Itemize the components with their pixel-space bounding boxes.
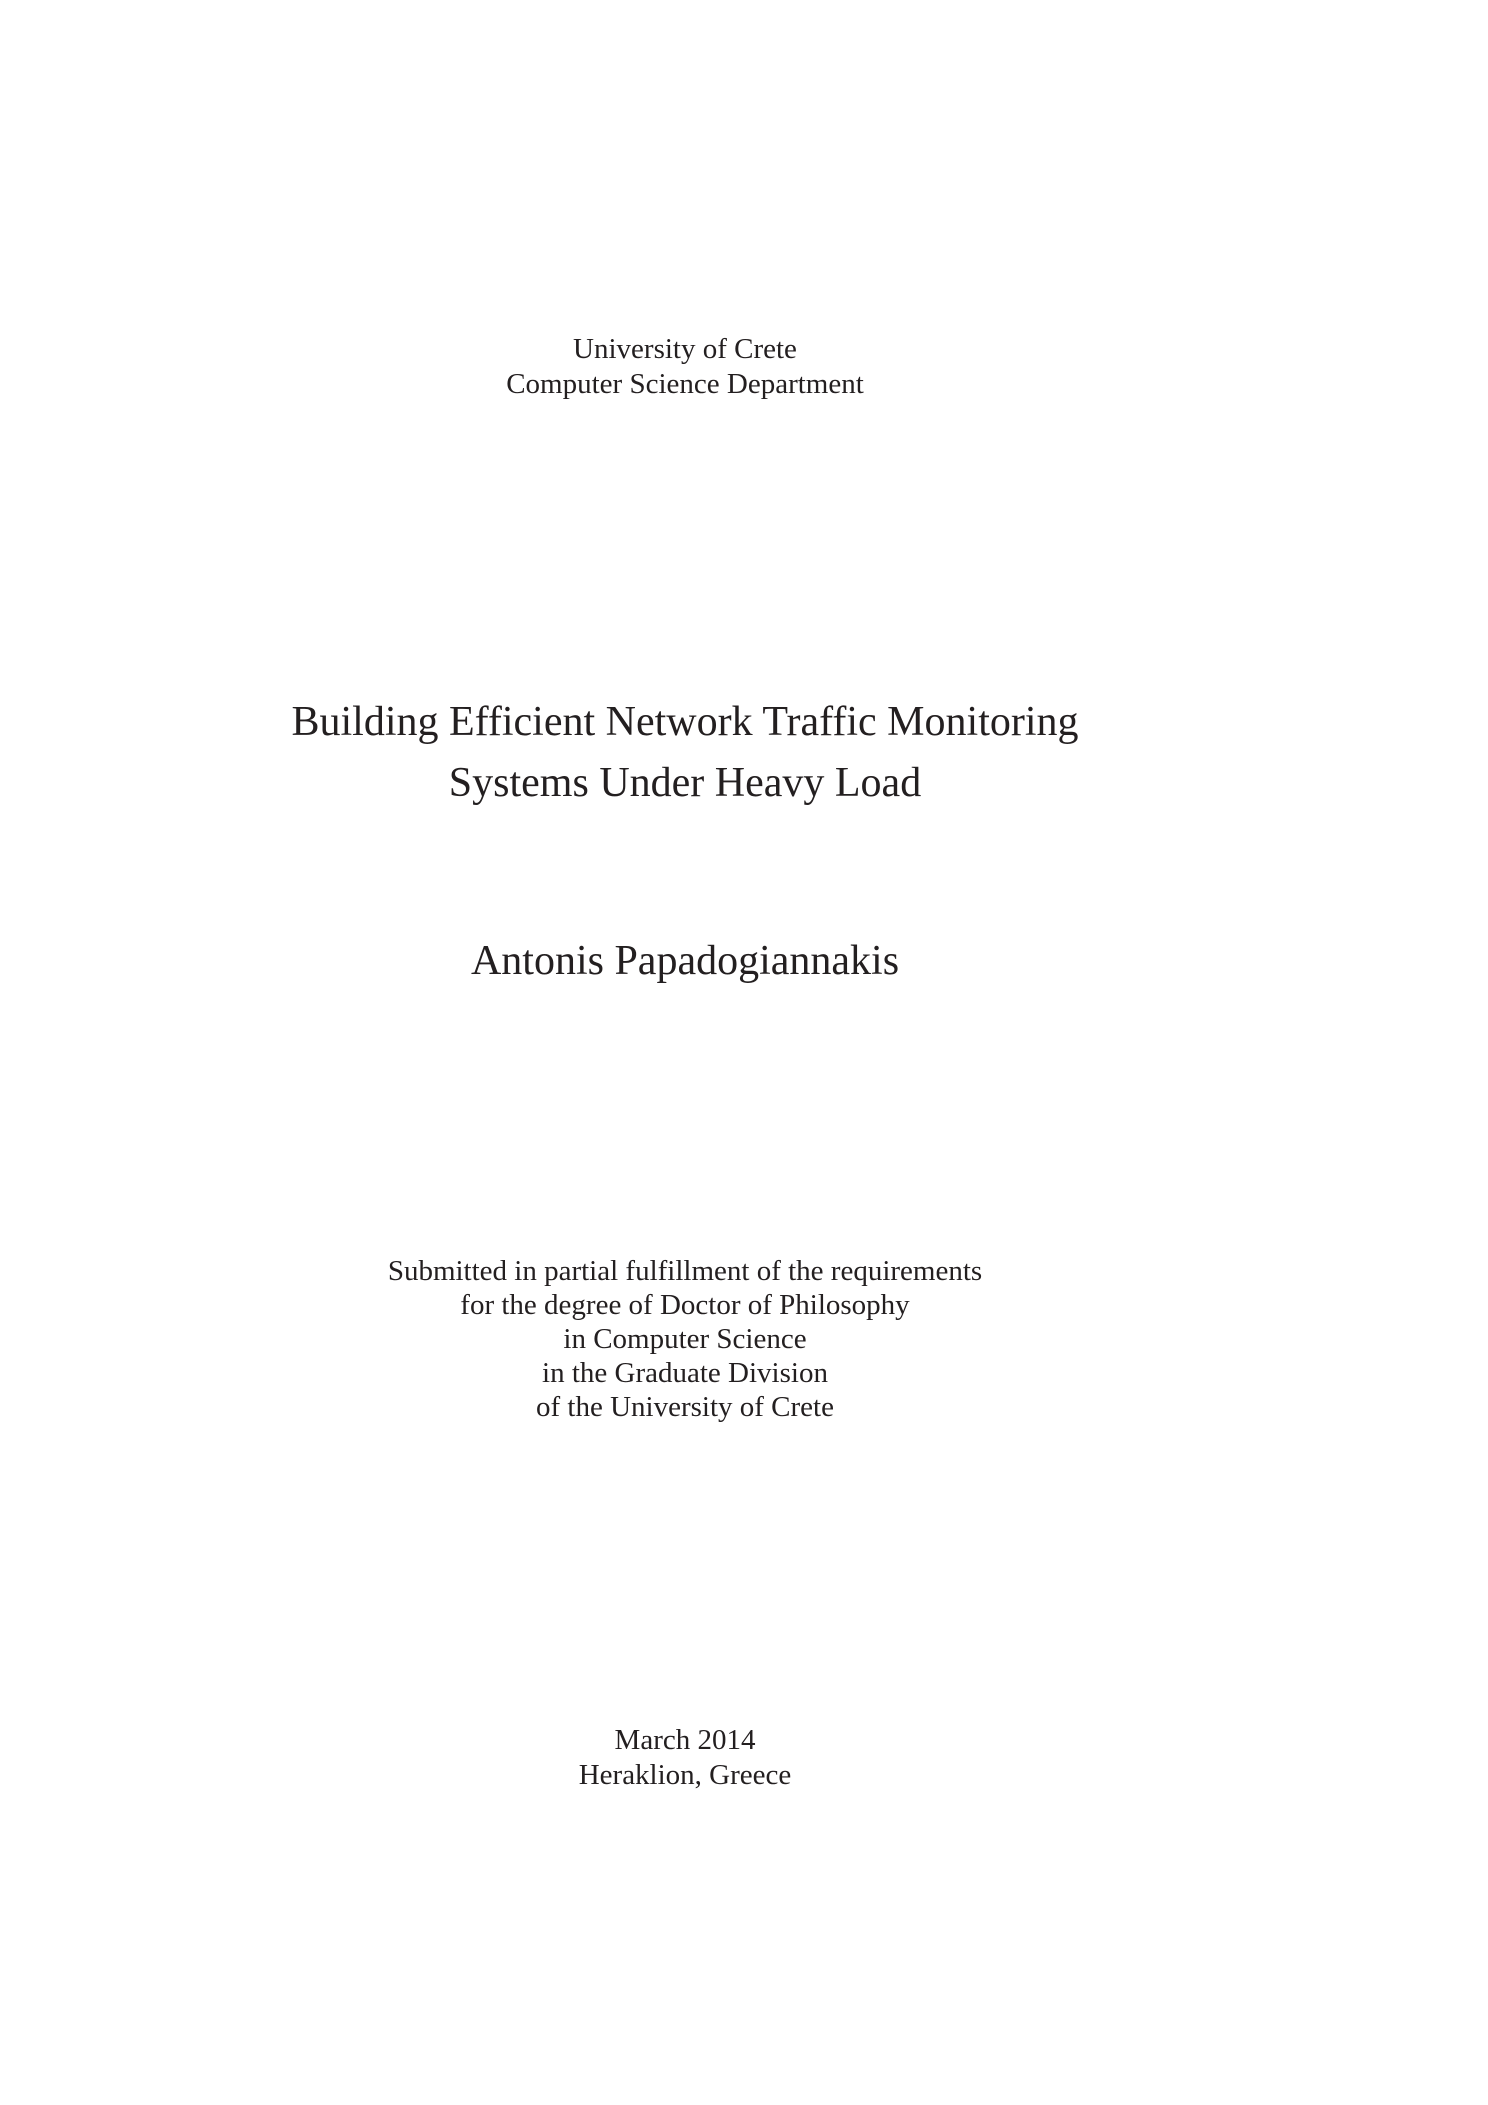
university-name: University of Crete	[573, 333, 797, 365]
submission-line: in Computer Science	[563, 1323, 807, 1355]
institution-header	[0, 332, 1370, 402]
author-name: Antonis Papadogiannakis	[470, 938, 900, 984]
submission-line: for the degree of Doctor of Philosophy	[460, 1289, 910, 1321]
submission-date: March 2014	[614, 1724, 756, 1756]
submission-place: Heraklion, Greece	[578, 1759, 792, 1791]
date-and-place	[0, 1723, 1370, 1793]
thesis-title	[0, 692, 1370, 814]
thesis-title-line-2: Systems Under Heavy Load	[448, 760, 922, 806]
submission-line: Submitted in partial fulfillment of the requirements	[387, 1255, 983, 1287]
submission-statement	[0, 1254, 1370, 1424]
thesis-title-line-1: Building Efficient Network Traffic Monitoring	[291, 699, 1079, 745]
department-name: Computer Science Department	[506, 368, 864, 400]
submission-line: of the University of Crete	[536, 1391, 834, 1423]
submission-line: in the Graduate Division	[542, 1357, 828, 1389]
